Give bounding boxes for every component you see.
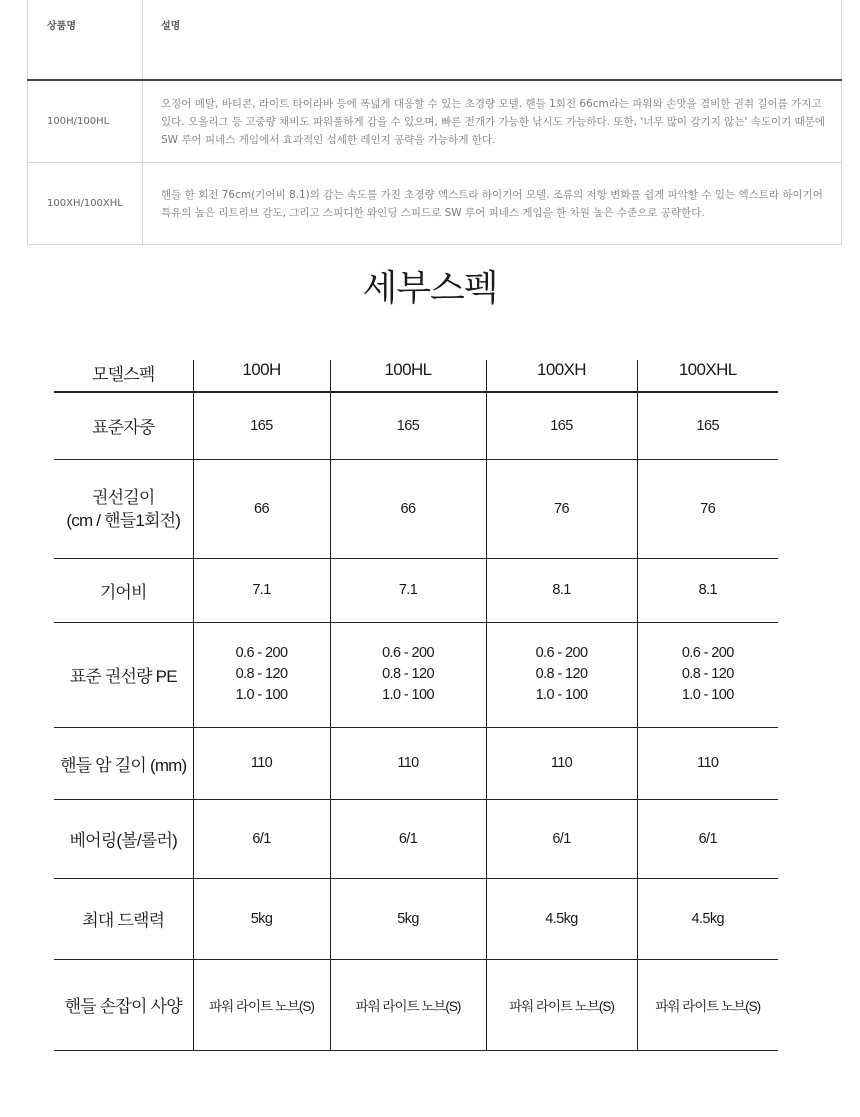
spec-value: 7.1	[193, 558, 330, 622]
product-name-cell: 100H/100HL	[28, 80, 143, 163]
model-header: 100XHL	[637, 360, 778, 392]
spec-value: 165	[486, 392, 637, 459]
spec-value: 6/1	[637, 799, 778, 878]
capacity-line: 0.6 - 200	[235, 645, 288, 661]
spec-value: 5kg	[330, 878, 486, 959]
spec-label: 표준 권선량 PE	[54, 622, 193, 727]
capacity-line: 0.8 - 120	[382, 666, 434, 682]
capacity-line: 0.6 - 200	[382, 645, 434, 661]
spec-value: 7.1	[330, 558, 486, 622]
spec-label: 최대 드랙력	[54, 878, 193, 959]
spec-value	[330, 622, 486, 727]
spec-row-gear-ratio	[54, 558, 778, 622]
spec-value: 4.5kg	[486, 878, 637, 959]
capacity-line: 1.0 - 100	[681, 687, 734, 703]
spec-row-retrieve-length	[54, 459, 778, 558]
spec-label-line: 권선길이	[92, 487, 155, 507]
spec-value: 165	[330, 392, 486, 459]
spec-value: 파워 라이트 노브(S)	[193, 959, 330, 1050]
spec-label: 핸들 손잡이 사양	[54, 959, 193, 1050]
spec-value: 4.5kg	[637, 878, 778, 959]
spec-value	[193, 622, 330, 727]
spec-value: 110	[193, 727, 330, 799]
description-table-header	[28, 0, 842, 80]
spec-value	[486, 622, 637, 727]
capacity-line: 0.8 - 120	[235, 666, 288, 682]
spec-value: 76	[637, 459, 778, 558]
spec-row-max-drag	[54, 878, 778, 959]
table-row	[28, 163, 842, 245]
spec-row-handle-knob	[54, 959, 778, 1050]
spec-label: 핸들 암 길이 (mm)	[54, 727, 193, 799]
model-header: 100HL	[330, 360, 486, 392]
product-name-cell: 100XH/100XHL	[28, 163, 143, 245]
spec-label: 표준자중	[54, 392, 193, 459]
spec-table	[54, 360, 778, 1051]
spec-label	[54, 459, 193, 558]
model-header: 100H	[193, 360, 330, 392]
spec-row-line-capacity	[54, 622, 778, 727]
model-header: 100XH	[486, 360, 637, 392]
spec-value: 66	[330, 459, 486, 558]
capacity-line: 0.6 - 200	[535, 645, 588, 661]
spec-value: 파워 라이트 노브(S)	[486, 959, 637, 1050]
spec-value: 8.1	[637, 558, 778, 622]
spec-value: 110	[486, 727, 637, 799]
spec-header-row	[54, 360, 778, 392]
capacity-line: 0.6 - 200	[681, 645, 734, 661]
spec-value: 6/1	[486, 799, 637, 878]
spec-value: 5kg	[193, 878, 330, 959]
product-name-header: 상품명	[28, 0, 143, 80]
spec-value: 파워 라이트 노브(S)	[330, 959, 486, 1050]
capacity-line: 0.8 - 120	[681, 666, 734, 682]
spec-value: 165	[637, 392, 778, 459]
table-row	[28, 80, 842, 163]
spec-value: 165	[193, 392, 330, 459]
description-cell: 핸들 한 회전 76cm(기어비 8.1)의 감는 속도를 가진 초경량 엑스트라 하이기어 모델. 조류의 저항 변화를 쉽게 파악할 수 있는 엑스트라 하이기어 특유의 높은 리트리브 감도, 그리고 스피디한 와인딩 스피드로 SW 루어 피네스 게임을 한 차원 높은 수준으로 공략한다.	[143, 163, 842, 245]
spec-label: 베어링(볼/롤러)	[54, 799, 193, 878]
spec-label: 기어비	[54, 558, 193, 622]
spec-value: 6/1	[193, 799, 330, 878]
capacity-line: 1.0 - 100	[535, 687, 588, 703]
spec-value: 6/1	[330, 799, 486, 878]
spec-value: 76	[486, 459, 637, 558]
spec-value: 8.1	[486, 558, 637, 622]
spec-value: 파워 라이트 노브(S)	[637, 959, 778, 1050]
spec-label-line: (cm / 핸들1회전)	[66, 510, 181, 530]
spec-row-weight	[54, 392, 778, 459]
spec-value: 110	[330, 727, 486, 799]
spec-row-bearings	[54, 799, 778, 878]
spec-value: 66	[193, 459, 330, 558]
spec-section-title: 세부스펙	[362, 268, 498, 309]
spec-value	[637, 622, 778, 727]
description-cell: 오징어 메탈, 바티콘, 라이트 타이라바 등에 폭넓게 대응할 수 있는 초경량 모델. 핸들 1회전 66cm라는 파워와 손맛을 겸비한 권취 길이를 가지고 있다. 오올리그 등 고중량 채비도 파워풀하게 감을 수 있으며, 빠른 전개가 가능한 낚시도 가능하다. 또한, '너무 많이 감기지 않는' 속도이기 때문에 SW 루어 피네스 게임에서 효과적인 섬세한 레인지 공략을 가능하게 한다.	[143, 80, 842, 163]
capacity-line: 1.0 - 100	[235, 687, 288, 703]
capacity-line: 1.0 - 100	[382, 687, 434, 703]
description-header: 설명	[143, 0, 842, 80]
spec-row-handle-length	[54, 727, 778, 799]
capacity-line: 0.8 - 120	[535, 666, 588, 682]
spec-value: 110	[637, 727, 778, 799]
product-description-table	[27, 0, 842, 245]
spec-header-label: 모델스펙	[54, 360, 193, 392]
